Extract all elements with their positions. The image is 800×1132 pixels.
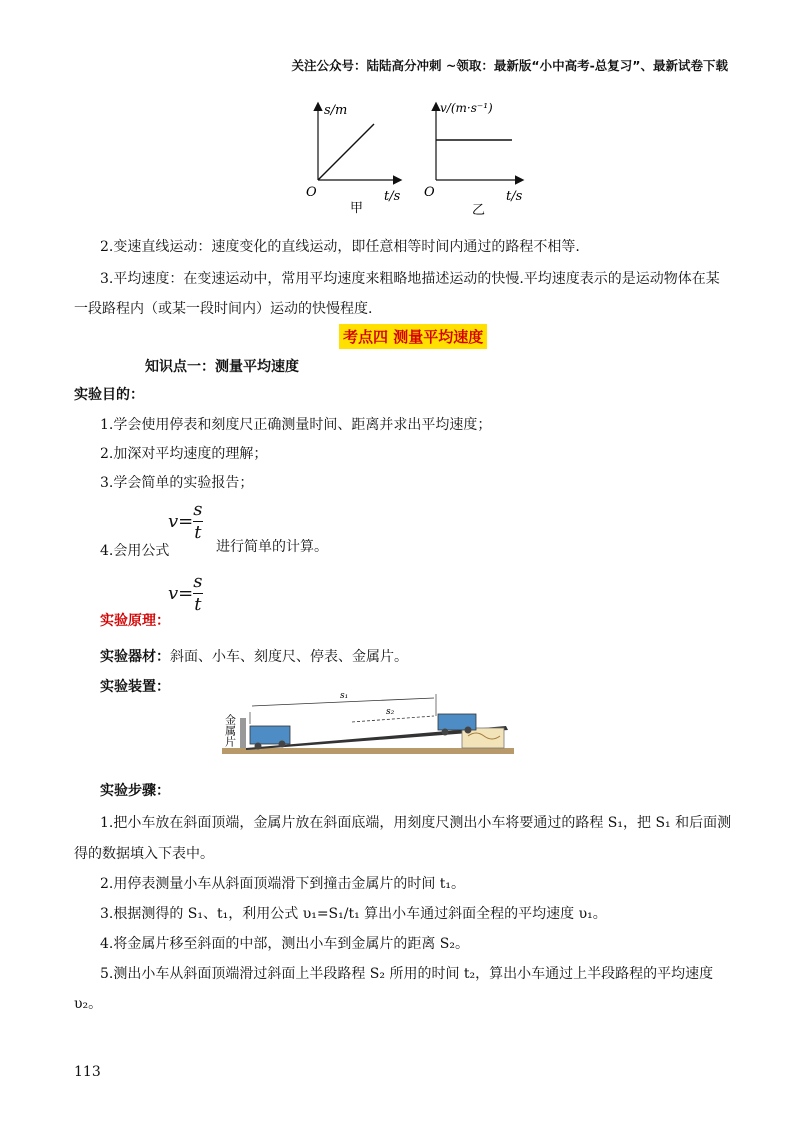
graph-left-xlabel: t/s [384, 189, 401, 204]
purpose-item-4-prefix: 4.会用公式 [100, 543, 170, 559]
steps-heading: 实验步骤： [100, 783, 170, 799]
purpose-item-1: 1.学会使用停表和刻度尺正确测量时间、距离并求出平均速度； [100, 417, 492, 433]
table-surface [222, 748, 514, 754]
s1-label: s₁ [340, 691, 349, 701]
equipment-line [100, 646, 408, 666]
para-average-speed-1: 3.平均速度：在变速运动中，常用平均速度来粗略地描述运动的快慢.平均速度表示的是运动物体在某 [100, 271, 720, 287]
step-4: 4.将金属片移至斜面的中部，测出小车到金属片的距离 S₂。 [100, 936, 470, 952]
equipment-text: 斜面、小车、刻度尺、停表、金属片。 [170, 649, 408, 665]
graph-right-caption: 乙 [472, 203, 486, 218]
step-1-line-2: 得的数据填入下表中。 [74, 846, 214, 862]
s-t-line [318, 124, 374, 180]
step-1-line-1: 1.把小车放在斜面顶端，金属片放在斜面底端，用刻度尺测出小车将要通过的路程 S₁，把 S₁ 和后面测 [100, 815, 732, 831]
apparatus-diagram [222, 688, 522, 760]
step-3: 3.根据测得的 S₁、t₁，利用公式 υ₁=S₁/t₁ 算出小车通过斜面全程的平均速度 υ₁。 [100, 906, 607, 922]
equipment-heading: 实验器材： [100, 649, 170, 665]
graph-right-origin: O [424, 185, 435, 200]
step-5-line-1: 5.测出小车从斜面顶端滑过斜面上半段路程 S₂ 所用的时间 t₂，算出小车通过上半段路程的平均速度 [100, 966, 714, 982]
graph-left-ylabel: s/m [324, 103, 348, 118]
purpose-item-3: 3.学会简单的实验报告； [100, 475, 254, 491]
para-variable-motion: 2.变速直线运动：速度变化的直线运动，即任意相等时间内通过的路程不相等. [100, 239, 580, 255]
step-5-line-2: υ₂。 [74, 996, 103, 1012]
graph-right-ylabel: v/(m·s⁻¹) [440, 101, 493, 115]
knowledge-point: 知识点一：测量平均速度 [145, 359, 299, 375]
para-average-speed-2: 一段路程内（或某一段时间内）运动的快慢程度. [74, 301, 373, 317]
purpose-item-4-suffix: 进行简单的计算。 [216, 539, 328, 555]
purpose-heading: 实验目的： [74, 387, 144, 403]
apparatus-heading: 实验装置： [100, 679, 170, 695]
graph-right-xlabel: t/s [506, 189, 523, 204]
motion-graphs [300, 96, 530, 226]
page-header: 关注公众号：陆陆高分冲刺 ~领取：最新版“小中高考-总复习”、最新试卷下载 [291, 58, 728, 73]
principle-heading: 实验原理： [100, 613, 170, 629]
s2-label: s₂ [386, 707, 395, 717]
formula-principle: v= $\frac{s}{t}$ [168, 571, 203, 615]
page-number: 113 [74, 1064, 101, 1080]
graph-s-t [306, 103, 401, 216]
step-2: 2.用停表测量小车从斜面顶端滑下到撞击金属片的时间 t₁。 [100, 876, 466, 892]
purpose-item-2: 2.加深对平均速度的理解； [100, 446, 268, 462]
graph-left-origin: O [306, 185, 317, 200]
section-title: 考点四 测量平均速度 [339, 324, 487, 349]
metal-plate [240, 718, 246, 748]
graph-left-caption: 甲 [350, 201, 364, 216]
graph-v-t [424, 101, 523, 218]
metal-plate-label: 金属片 [223, 714, 237, 747]
formula-speed: v= $\frac{s}{t}$ [168, 499, 203, 543]
